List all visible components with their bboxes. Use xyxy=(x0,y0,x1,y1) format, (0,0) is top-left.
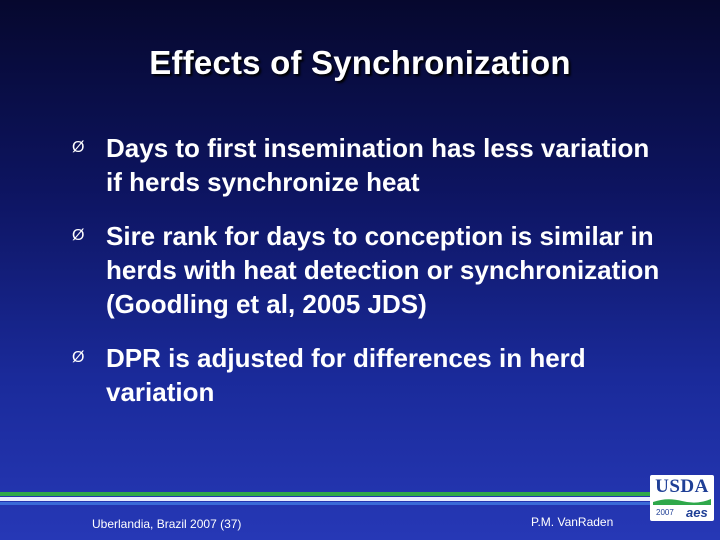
usda-logo-icon xyxy=(650,475,714,521)
bullet-item xyxy=(72,341,662,409)
arrow-bullet-icon: Ø xyxy=(72,349,85,366)
slide-title: Effects of Synchronization xyxy=(149,44,571,81)
bullet-text: DPR is adjusted for differences in herd variation xyxy=(106,343,586,407)
arrow-bullet-icon: Ø xyxy=(72,227,85,244)
logo-aes-text: aes xyxy=(686,505,708,520)
logo-year: 2007 xyxy=(656,508,674,517)
logo-usda-text: USDA xyxy=(655,476,709,497)
footer-rule-green xyxy=(0,492,712,496)
footer-author: P.M. VanRaden xyxy=(531,515,614,529)
bullet-text: Days to first insemination has less variation if herds synchronize heat xyxy=(106,133,650,197)
bullet-list xyxy=(72,131,662,429)
footer-rule-blue xyxy=(0,502,712,505)
footer-rule-white xyxy=(0,497,712,501)
bullet-text: Sire rank for days to conception is similar in herds with heat detection or synchronization (Goodling et al, 2005 JDS) xyxy=(106,221,660,319)
bullet-item xyxy=(72,131,662,199)
logo-wave-icon xyxy=(653,497,711,505)
arrow-bullet-icon: Ø xyxy=(72,139,85,156)
footer-location: Uberlandia, Brazil 2007 (37) xyxy=(92,517,242,531)
bullet-item xyxy=(72,219,662,321)
